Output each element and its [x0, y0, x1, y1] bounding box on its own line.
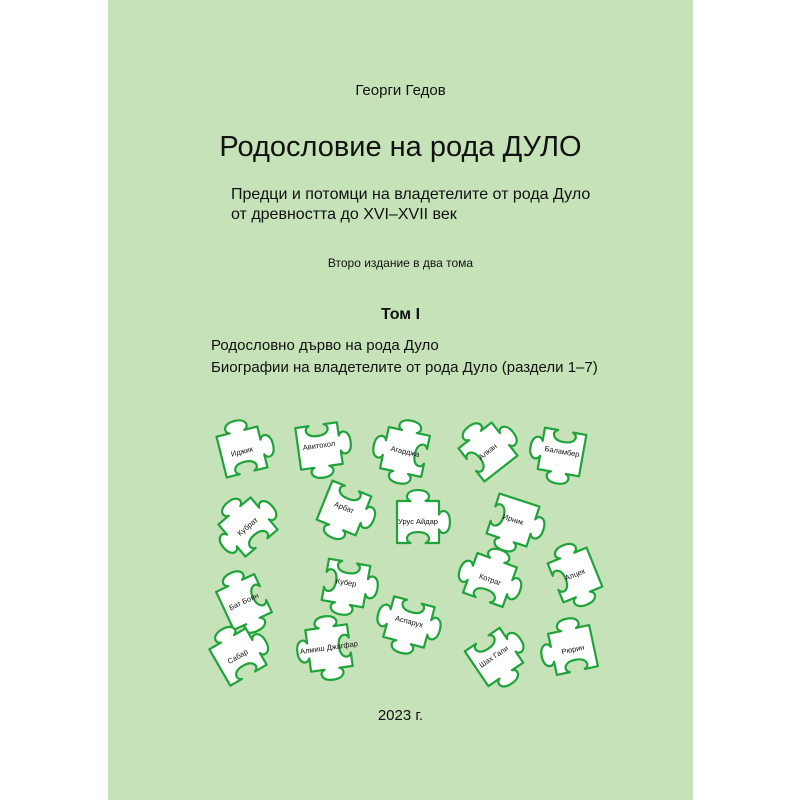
puzzle-piece — [370, 593, 445, 661]
puzzle-piece — [453, 539, 531, 611]
puzzle-piece-shape — [320, 559, 381, 620]
puzzle-piece — [465, 622, 538, 695]
puzzle-piece-label: Шах Гали — [477, 643, 511, 670]
puzzle-piece-label: Алцек — [563, 566, 587, 583]
puzzle-piece-label: Алкан — [476, 441, 499, 462]
puzzle-piece-label: Урус Айдар — [398, 516, 438, 526]
book-title: Родословие на рода ДУЛО — [219, 131, 582, 163]
puzzle-piece-label: Иджик — [229, 444, 254, 459]
puzzle-piece — [295, 421, 355, 481]
puzzle-piece-label: Котраг — [477, 571, 503, 588]
puzzle-piece — [397, 490, 450, 543]
puzzle-piece — [367, 414, 432, 487]
puzzle-piece — [535, 614, 598, 677]
puzzle-piece-label: Ирник — [501, 511, 525, 528]
puzzle-piece — [293, 612, 362, 684]
author-name: Георги Гедов — [355, 82, 446, 99]
contents-line-2: Биографии на владетелите от рода Дуло (раздели 1–7) — [211, 359, 598, 376]
puzzle-piece-label: Агарджа — [389, 444, 421, 459]
puzzle-piece-label: Бат Боян — [227, 590, 261, 613]
puzzle-piece-label: Сабар — [225, 647, 250, 666]
puzzle-piece — [452, 407, 526, 481]
puzzle-piece — [320, 559, 381, 620]
volume-label: Том I — [380, 306, 421, 323]
puzzle-piece — [203, 482, 286, 564]
puzzle-piece-label: Рюрин — [560, 642, 586, 657]
puzzle-piece-label: Авитохол — [302, 438, 336, 453]
edition-note: Второ издание в два тома — [327, 256, 474, 270]
puzzle-piece-label: Алмиш Джагфар — [299, 638, 359, 657]
puzzle-piece — [214, 413, 278, 477]
puzzle-piece-label: Аспарух — [394, 613, 425, 630]
subtitle-line-1: Предци и потомци на владетелите от рода Дуло — [231, 186, 591, 203]
puzzle-piece-shape — [465, 622, 538, 695]
contents-line-1: Родословно дърво на рода Дуло — [211, 337, 439, 354]
puzzle-pieces-illustration — [108, 0, 693, 800]
puzzle-piece-label: Арбат — [332, 499, 356, 516]
puzzle-piece-label: Кубер — [335, 576, 358, 589]
subtitle-line-2: от древността до XVI–XVII век — [231, 206, 457, 223]
puzzle-piece — [525, 426, 586, 487]
puzzle-piece — [544, 538, 607, 613]
puzzle-piece — [313, 481, 382, 550]
puzzle-piece-label: Кубрат — [235, 515, 260, 538]
puzzle-piece-label: Баламбер — [543, 443, 581, 459]
puzzle-piece-shape — [370, 593, 445, 661]
publication-year: 2023 г. — [377, 707, 424, 724]
puzzle-piece-shape — [313, 481, 382, 550]
book-cover — [108, 0, 693, 800]
